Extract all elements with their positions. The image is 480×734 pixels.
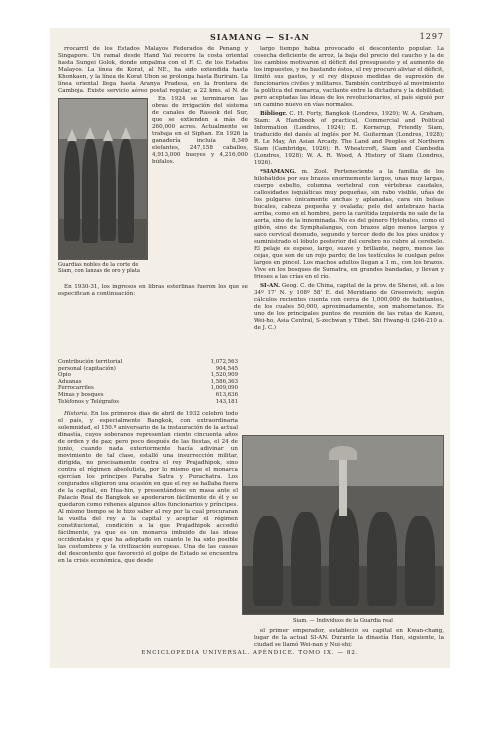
- crisis-paragraph: largo tiempo había provocado el descontento popular. La cosecha deficiente de arroz, la baja del precio del caucho y la de los cambios motivaron el déficit del presupuesto y el aumento de los impuestos, y no bastando éstos, el rey procuró aliviar el déficit, limitó sus gastos, y el rey dispuso medidas de supresión de funcionarios civiles y militares. También contribuyó al movimiento la política del monarca, vacilante entre la dictadura y la debilidad; pero aceptadas las ideas de los revolucionarios, el país siguió por un camino nuevo en vías normales.: [254, 46, 444, 108]
- revenue-value: 1,520,909: [210, 372, 238, 379]
- document-page: [50, 28, 450, 668]
- revenue-row: [58, 385, 238, 392]
- revenue-row: [58, 372, 238, 379]
- left-narrow-column: [152, 96, 248, 282]
- page-number: 1297: [419, 32, 444, 41]
- revenue-label: Opio: [58, 372, 71, 379]
- revenue-table: [58, 359, 238, 405]
- revenue-row: [58, 392, 238, 399]
- guards-photo-caption: Guardias nobles de la corte de Siam, con lanzas de oro y plata: [58, 262, 141, 275]
- page-footer: ENCICLOPEDIA UNIVERSAL. APÉNDICE. TOMO IX. — 82.: [141, 650, 359, 656]
- revenue-value: 904,545: [215, 365, 238, 372]
- sian-text: Geog. C. de China, capital de la prov. de Shensi, sit. a los 34º 17' N. y 108º 58' E. del Meridiano de Greenwich; según cálculos recientes cuenta con cerca de 1,000,000 de habitantes, de los cuales 50,000, aproximadamente, son mahometanos. Es uno de los principales puntos de reunión de las rutas de Kansu, Wei-ho, Asia Central, S-zechwan y Tibet. Shi Hwang-ti (246-210 a. de J. C.): [254, 283, 444, 331]
- irrigation-paragraph: En 1924 se terminaron las obras de irrigación del sistema de canales de Rassok del Sur, que se extienden a más de 260,000 acres. Actualmente se trabaja en el Siphan. En 1926 la ganadería incluía 8,349 elefantes, 247,158 caballos, 4,913,000 bueyes y 4,216,000 búfalos.: [152, 96, 248, 165]
- revenue-label: personal (capitación): [58, 365, 116, 372]
- running-title: SIAMANG — SI-AN: [210, 32, 310, 42]
- biblio-text: C. H. Forty, Bangkok (Londres, 1929); W. A. Graham, Siam: A Handbook of practical, Commercial and Political Information (Londres, 1924); E. Kornerup, Friendly Siam, traducido del danés al inglés por M. Guiterman (Londres, 1928); R. Le May, An Asian Arcady. The Land and Peoples of Northern Siam (Cambridge, 1926); R. Wheatcroft, Siam and Cambodia (Londres, 1928); W. A. R. Wood, A History of Siam (Londres, 1926).: [254, 111, 444, 166]
- siamang-headword: *SIAMANG.: [260, 169, 297, 175]
- right-column: [254, 46, 444, 430]
- stats-intro: En 1930-31, los ingresos en libras esterlinas fueron los que se especifican a continuación:: [58, 284, 248, 297]
- left-column-top: [58, 46, 248, 94]
- revenue-label: Contribución territorial: [58, 359, 123, 365]
- sian-continuation: el primer emperador, estableció su capital en Kwan-chang, lugar de la actual SI-AN. Durante la dinastía Han, siguiente, la ciudad se llamó Wei-nan y Nui-shi;: [254, 628, 444, 648]
- revenue-label: Teléfonos y Telégrafos: [58, 398, 120, 405]
- history-section: [58, 411, 238, 646]
- guards-photo: [58, 98, 148, 260]
- history-text: En los primeros días de abril de 1932 celebró todo el país, y especialmente Bangkok, con extraordinaria solemnidad, el 150.º aniversario de la instauración de la actual dinastía, cuyos soberanos representan ciento cincuenta años de orden y de paz; pero poco después de las fiestas, el 24 de junio, cuando nada exteriormente hacía adivinar un movimiento de tal clase, estalló una insurrección militar, dirigida, no precisamente contra el rey Prajadhipok, sino contra el régimen absolutista, por lo mismo que el monarca ejercían los príncipes Paraba Satra y Purachatra. Los conjurados eligieron una ocasión en que el rey se hallaba fuera de la capital, en Hua-hin, y presentándose en masa ante el Palacio Real de Bangkok se apoderaron fácilmente de él y se quedaron como rehenes algunos altos funcionarios y príncipes. Al mismo tiempo se le hizo saber al rey por la cual procuraran la vuelta del rey a la capital y aceptar el régimen constitucional, condición a la que Prajadhipok accedió fácilmente, ya que es un monarca imbuido de las ideas occidentales y que ha adoptado en cuanto le ha sido posible las costumbres y la civilización europeas. Una de las causas del descontento que favoreció el golpe de Estado se encuentra en la crisis económica, que desde: [58, 411, 238, 564]
- sian-headword: SI-AN.: [260, 283, 281, 289]
- revenue-value: 1,009,090: [210, 385, 238, 392]
- revenue-label: Minas y bosques: [58, 391, 104, 398]
- revenue-label: Aduanas: [58, 378, 82, 385]
- stats-intro-block: [58, 284, 248, 357]
- siamang-text: m. Zool. Perteneciente a la familia de los hilobátidos por sus brazos enormemente largos, unas muy largas, cuerpo esbelto, columna vertebral con vértebras caudales, callosidades isquiáticas muy pequeñas, sin rabo visible, uñas de los pulgares únicamente anchas y aplanadas, cara sin bolsas bucales, cabeza pequeña y ovalada; pelo del antebrazo hacia arriba, como en el hombre, pero la carótida izquierda no sale de la aorta, sino de la innominada. No es del género Hylobates, como el gibón, sino de Symphalangus, con brazos algo menos largos y saco cervical desnudo, segundo y tercer dedo de los pies unidos y suministrado el lóbulo posterior del cerebro no cubre al cerebelo. El pelaje es espeso, largo, suave y brillante, negro, menos las cejas, que son de un rojo pardo; de los testículos le cuelgan pelos largos en pincel. Los machos adultos llegan a 1 m., con los brazos. Vive en los bosques de Sumatra, en grandes bandadas, y llevan y frieses a las crías en el río.: [254, 169, 444, 280]
- royal-guard-caption: Siam. — Individuos de la Guardia real: [293, 618, 393, 624]
- right-column-bottom: [254, 628, 444, 648]
- revenue-value: 1,586,363: [210, 378, 238, 385]
- revenue-value: 143,181: [215, 398, 238, 405]
- history-label: Historia.: [64, 411, 89, 417]
- rail-paragraph: rrocarril de los Estados Malayos Federados de Penang y Singapore. Un ramal desde Hand Yai recorre la costa oriental hasta Sungei Golok, donde empalma con el F. C. de los Estados Malayos. La línea de Korat, al NE., ha sido extendida hasta Khonkaen, y la línea de Korat Ubon se prolonga hasta Burirain. La línea oriental llega hasta Aranya Pradesa, en la frontera de Camboja. Existe servicio aéreo postal regular, a 22 kms. al N. de: [58, 46, 248, 94]
- revenue-value: 613,636: [215, 391, 238, 398]
- revenue-label: Ferrocarriles: [58, 385, 94, 392]
- page-header: [50, 32, 450, 44]
- revenue-row: [58, 379, 238, 386]
- biblio-label: Bibliogr.: [260, 111, 288, 117]
- revenue-row: [58, 399, 238, 406]
- royal-guard-photo: [242, 435, 444, 615]
- revenue-row: [58, 359, 238, 366]
- revenue-row: [58, 366, 238, 373]
- revenue-value: 1,072,563: [210, 359, 238, 365]
